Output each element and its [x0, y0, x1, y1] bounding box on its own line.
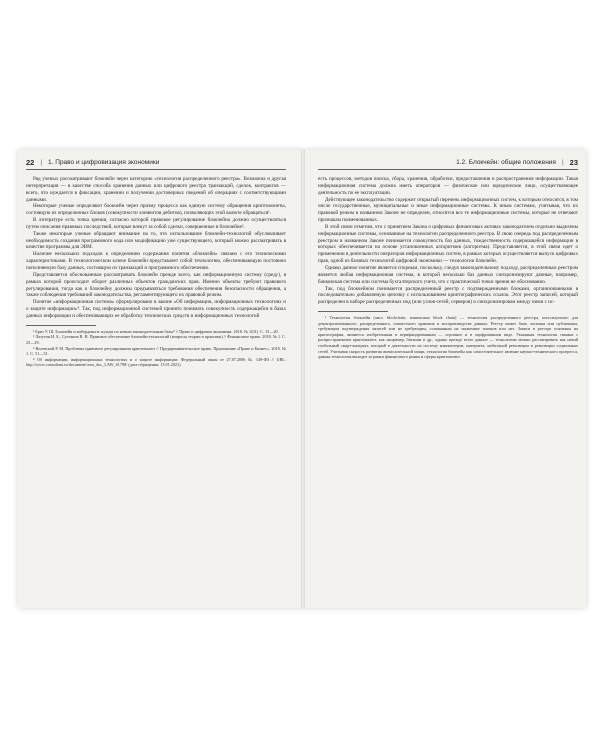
paragraph: Некоторые ученые определяют блокчейн через призму процесса как единую систему обращения криптомонеты, состоящую из определенных блоков (совокупности элементов дебитов), позволяющих этой валюте обращаться¹. [26, 203, 286, 217]
right-page-number: 23 [569, 158, 578, 167]
paragraph: Однако данное понятие является спорным, поскольку, следуя законодательному подходу, распределенным реестром является любая информационная система, в которой несколько баз данных синхронизируют данные, например, банковская система или система бухгалтерского учета, что с практической точки зрения не обоснованно. [318, 264, 578, 285]
footnote: ³ Волевской Р. М. Проблемы правового регулирования криптовалют // Предпринимательское право. Приложение «Право и Бизнес». 2018. № 1. С. 51—51. [26, 345, 286, 357]
header-separator: | [561, 159, 564, 166]
right-page [318, 158, 578, 598]
right-page-header [318, 158, 578, 170]
footnote-divider [318, 311, 388, 312]
footnote-divider [26, 325, 96, 326]
footnote: ² Лазутин И. Б., Султанов В. Н. Правовое обеспечение блокчейн-технологий (вопросы теории и практики) // Финансовое право. 2018. № 1. С. 25—29. [26, 334, 286, 345]
header-separator: | [40, 159, 43, 166]
paragraph: Действующее законодательство содержит открытый перечень информационных систем, к которым относятся, в том числе государственные, муниципальные и иные информационные системы. К иным системам, учитывая, что их правовой режим в названном Законе не определен, относятся все те информационные системы, которые не отвечают признакам поименованных. [318, 196, 578, 224]
footnote: ¹ Технология блокчейн (англ. blockchain, изначально block chain) — технология распределенного реестра, используемого для децентрализованного, распределенного, совместного хранения и воспроизводства данных. Реестр может быть частным или публичным, требующим подтверждения записей или не требующим, основанным на экономике токенов или нет. Записи в реестре основаны на криптографии, являются изобретенным и верифицированным — огромное и в оцифрованном виде. Указанная технология связана с распространением криптовалют, как например, биткоин и др., однако прежде всего данное — технологию можно рассматривать как некий глобальный смарт-контракт, который в деятельности на систему компьютеров, интернета, мобильной революции и революции социальных сетей. Учитывая скорость развития вычислительной мощи, технология блокчейн как самостоятельное явление научно-технического прогресса, данная технология выходит за рамки финансового рынка и сферы криптовалют. [318, 315, 578, 360]
paragraph: есть процессов, методов поиска, сбора, хранения, обработки, предоставления и распространения информации. Такая информационная система должна иметь операторов — физическое или юридическое лицо, осуществляющее деятельность по ее эксплуатации. [318, 176, 578, 196]
paragraph: Так, под блокчейном понимается распределенный реестр с подтвержденными блоками, организованными в последовательно добавляемую цепочку с использованием криптографических ссылок. Этот реестр записей, который распределен в наборе распределенных нод (или узлов-сетей, серверов) и синхронизирован между ними с ис- [318, 285, 578, 306]
left-page-header [26, 158, 286, 170]
paragraph: Наличие нескольких подходов к определению содержания понятия «блокчейн» связано с его техническими характеристиками. В технологическом ключе блокчейн представляет собой технологию, обеспечивающую постоянно пополняемую базу данных, состоящую из транзакций и программного обеспечения. [26, 251, 286, 271]
book-spread [18, 150, 586, 608]
right-running-head: 1.2. Блокчейн: общие положения [456, 159, 556, 166]
left-page-number: 22 [26, 158, 35, 167]
paragraph: Также некоторые ученые обращают внимание на то, что использование блокчейн-технологий обусловливает необходимость создания программного кода или модификацию уже существующего, который можно рассматривать в качестве программы для ЭВМ. [26, 230, 286, 251]
paragraph: Ряд ученых рассматривают блокчейн через категорию «технология распределенного реестра». Возможна и другая интерпретация — в качестве способа хранения данных или цифрового реестра транзакций, сделок, контрактов — всего, что нуждается в фиксации, хранении и получении достоверных сведений об операциях с соответствующими данными. [26, 176, 286, 203]
right-page-body [318, 176, 578, 306]
paragraph: В этой связи отметим, что с принятием Закона о цифровых финансовых активах законодателем отдельно выделены информационные системы, основанные на технологии распределенного реестра. В свою очередь под распределенным реестром в названном Законе понимается совокупность баз данных, тождественность содержащейся информации в которых обеспечивается на основе установленных алгоритмов (алгоритма). Представляется, в этой связи идет о применении в деятельности операторов информационных систем, в рамках которых осуществляется выпуск цифровых прав, одной из базовых технологий цифровой экономики — технологии блокчейн. [318, 223, 578, 265]
left-running-head: 1. Право и цифровизация экономики [48, 159, 160, 166]
paragraph: В литературе есть точка зрения, согласно которой правовое регулирование блокчейна должно осуществляться путем описания правовых последствий, которые влекут за собой сделки, совершенные в блокчейне². [26, 217, 286, 230]
paragraph: Понятие «информационная система» сформулировано в законе «Об информации, информационных технологиях и о защите информации»⁴. Так, под информационной системой принято понимать совокупность содержащейся в базах данных информации и обеспечивающих ее обработку технических средств и информационных технологий [26, 299, 286, 319]
left-footnotes [26, 329, 286, 368]
left-page-body [26, 176, 286, 320]
footnote: ⁴ Об информации, информационных технологиях и о защите информации: Федеральный закон от 27.07.2006 № 149-ФЗ // URL: http://www.consultant.ru/document/cons_doc_LAW_61798/ (дата обращения: 15.01.2021). [26, 356, 286, 368]
footnote: ¹ Бриз У. Ш. Блокчейн и киберденьги: нужды по новым законодательным базы? // Право и цифровая экономика. 2018. № 1(01). С. 15—20. [33, 328, 279, 334]
book-gutter [301, 150, 305, 608]
right-footnotes [318, 315, 578, 360]
left-page [26, 158, 286, 598]
paragraph: Представляется обоснованным рассматривать блокчейн прежде всего, как информационную систему (среду), в рамках которой происходит оборот различных объектов гражданских прав. Именно объекты требуют правового регулирования, тогда как к блокчейну должны предъявляться требования обеспечения безопасности обращения, а также соблюдения требований законодательства, регламентирующего их правовой режим. [26, 271, 286, 299]
